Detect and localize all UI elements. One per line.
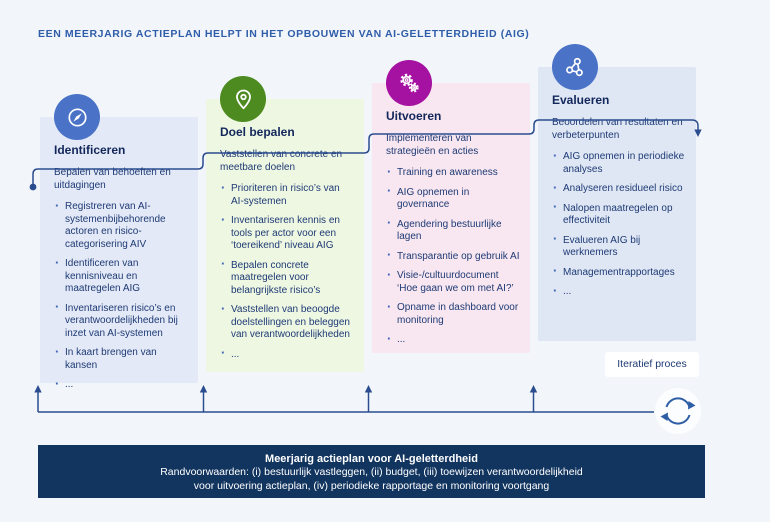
phase-title: Evalueren (552, 93, 610, 107)
phase-card-uitvoeren (372, 83, 530, 353)
bullet-text: Visie-/cultuurdocument ‘Hoe gaan we om met AI?’ (397, 270, 514, 294)
phase-intro: Vaststellen van concrete en meetbare doelen (220, 149, 343, 173)
bullet-text: Identificeren van kennisniveau en maatregelen AIG (65, 258, 141, 294)
phase-bullet-list (386, 167, 520, 347)
bullet-item (386, 270, 520, 295)
bullet-text: Inventariseren kennis en tools per actor voor een ‘toereikend’ niveau AIG (231, 215, 340, 251)
bullet-text: Analyseren residueel risico (563, 183, 683, 194)
bullet-text: ... (231, 348, 240, 360)
bullet-item (386, 334, 520, 347)
phase-intro: Bepalen van behoeften en uitdagingen (54, 167, 171, 191)
bullet-item (54, 201, 188, 251)
bullet-text: Agendering bestuurlijke lagen (397, 218, 502, 242)
phase-intro: Implementeren van strategieën en acties (386, 133, 479, 157)
page-title: EEN MEERJARIG ACTIEPLAN HELPT IN HET OPBOUWEN VAN AI-GELETTERDHEID (AIG) (38, 28, 530, 40)
bullet-item (54, 258, 188, 296)
bullet-item (386, 219, 520, 244)
banner-conditions-line2: voor uitvoering actieplan, (iv) periodieke rapportage en monitoring voortgang (193, 479, 550, 492)
phase-bullet-list (220, 183, 354, 361)
bullet-text: Evalueren AIG bij werknemers (563, 234, 641, 258)
phase-title: Uitvoeren (386, 109, 442, 123)
up-arrows (38, 391, 534, 412)
bullet-text: Managementrapportages (563, 266, 675, 278)
bullet-text: Registreren van AI-systemenbijbehorende actoren en risico-categorisering AIV (65, 201, 166, 250)
network-icon (552, 44, 598, 90)
bullet-item (220, 260, 354, 298)
bullet-text: ... (563, 286, 572, 297)
bullet-item (220, 349, 354, 362)
bullet-item (552, 151, 686, 176)
bullet-text: In kaart brengen van kansen (65, 347, 157, 371)
bullet-item (552, 286, 686, 299)
bullet-item (386, 187, 520, 212)
bullet-text: Nalopen maatregelen op effectiviteit (563, 202, 673, 226)
bullet-text: AIG opnemen in periodieke analyses (563, 151, 685, 175)
bullet-item (54, 379, 188, 392)
phase-bullet-list (552, 151, 686, 299)
bullet-text: AIG opnemen in governance (397, 186, 470, 210)
banner-conditions-line1: Randvoorwaarden: (i) bestuurlijk vastleggen, (ii) budget, (iii) toewijzen verantwoordelijkheid (160, 466, 583, 478)
bullet-text: ... (397, 334, 406, 345)
banner-title: Meerjarig actieplan voor AI-geletterdheid (265, 453, 478, 465)
bullet-item (220, 304, 354, 342)
bullet-item (54, 303, 188, 341)
phase-card-doel-bepalen (206, 99, 364, 372)
phase-bullet-list (54, 201, 188, 392)
bullet-text: Bepalen concrete maatregelen voor belangrijkste risico’s (231, 259, 321, 296)
bullet-item (552, 203, 686, 228)
location-pin-icon (220, 76, 266, 122)
bullet-text: Inventariseren risico’s en verantwoordelijkheden bij inzet van AI-systemen (65, 302, 178, 339)
bullet-item (220, 215, 354, 253)
phase-card-identificeren (40, 117, 198, 390)
refresh-icon (655, 388, 701, 434)
bullet-text: Opname in dashboard voor monitoring (397, 302, 519, 326)
phase-intro: Beoordelen van resultaten en verbeterpunten (552, 117, 683, 141)
phase-card-evalueren (538, 67, 696, 341)
phase-title: Doel bepalen (220, 125, 295, 139)
bullet-item (552, 183, 686, 196)
bullet-item (386, 251, 520, 264)
bullet-text: Training en awareness (397, 167, 498, 178)
phase-title: Identificeren (54, 143, 126, 157)
bullet-text: Prioriteren in risico’s van AI-systemen (231, 183, 340, 207)
compass-icon (54, 94, 100, 140)
flow-start-dot (30, 184, 37, 191)
gears-icon (386, 60, 432, 106)
bullet-item (552, 267, 686, 280)
iterative-process-label: Iteratief proces (605, 352, 699, 377)
bullet-text: ... (65, 379, 74, 390)
bullet-item (54, 347, 188, 372)
bullet-item (220, 183, 354, 208)
bullet-text: Vaststellen van beoogde doelstellingen en beleggen van verantwoordelijkheden (231, 304, 350, 340)
bullet-text: Transparantie op gebruik AI (397, 250, 520, 262)
footer-banner (38, 445, 705, 498)
bullet-item (386, 302, 520, 327)
bullet-item (552, 235, 686, 260)
bullet-item (386, 167, 520, 180)
